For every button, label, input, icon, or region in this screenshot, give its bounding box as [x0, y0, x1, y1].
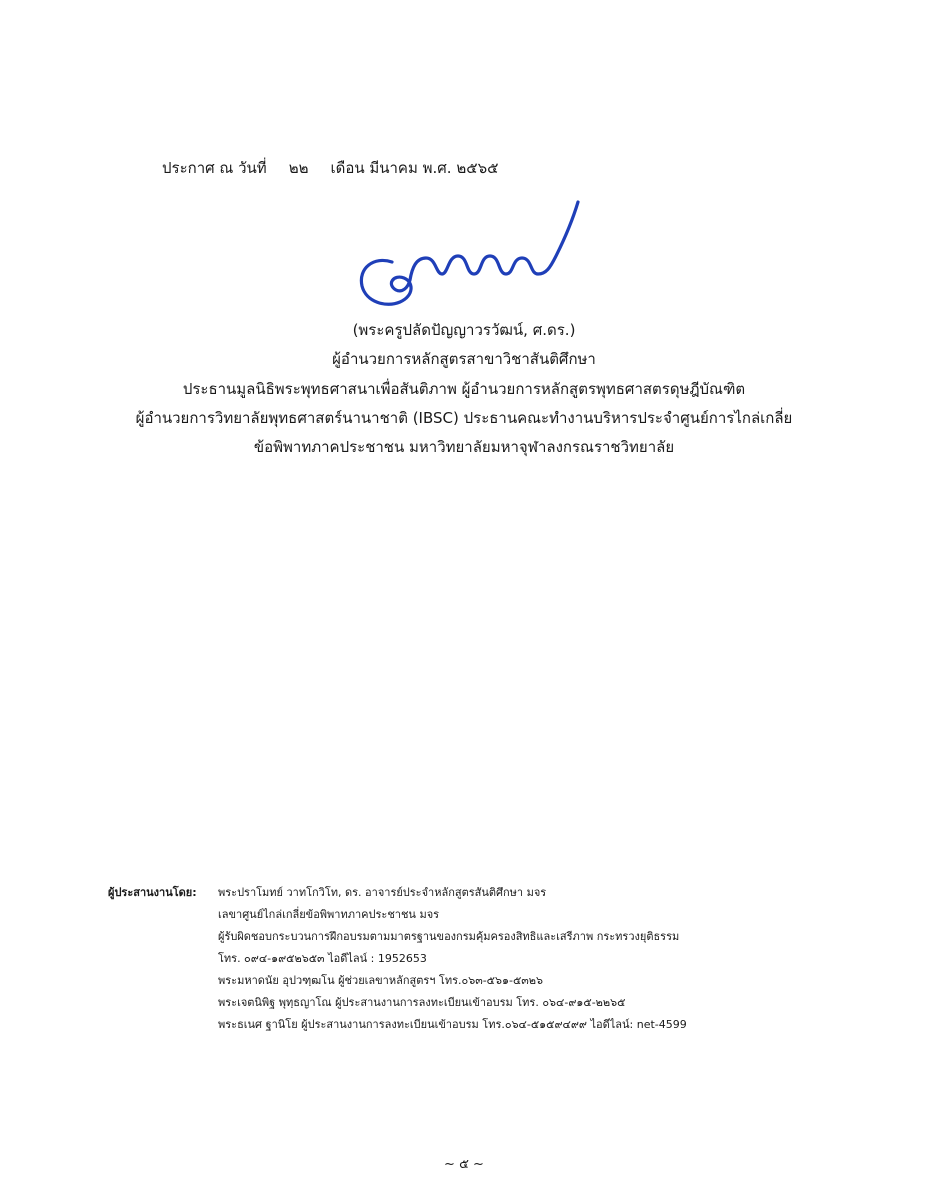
announcement-month-year: เดือน มีนาคม พ.ศ. ๒๕๖๕: [330, 159, 499, 177]
coordinators-label: ผู้ประสานงานโดย:: [108, 886, 197, 899]
coordinator-line: ผู้รับผิดชอบกระบวนการฝึกอบรมตามมาตรฐานของกรมคุ้มครองสิทธิและเสรีภาพ กระทรวงยุติธรรม: [218, 930, 680, 943]
announcement-prefix: ประกาศ ณ วันที่: [162, 159, 267, 177]
signer-title-3: ผู้อำนวยการวิทยาลัยพุทธศาสตร์นานาชาติ (IBSC) ประธานคณะทำงานบริหารประจำศูนย์การไกล่เกลี่ย: [135, 409, 793, 427]
announcement-day: ๒๒: [288, 159, 309, 177]
announcement-date: [162, 156, 498, 180]
coordinator-line: โทร. ๐๙๔-๑๙๕๒๖๕๓ ไอดีไลน์ : 1952653: [218, 952, 427, 965]
coordinator-line: พระธเนศ ฐานิโย ผู้ประสานงานการลงทะเบียนเข้าอบรม โทร.๐๖๔-๕๑๕๙๔๙๙ ไอดีไลน์: net-4599: [218, 1018, 687, 1031]
signer-title-1: ผู้อำนวยการหลักสูตรสาขาวิชาสันติศึกษา: [332, 350, 596, 368]
coordinator-line: พระเจตนิพิฐ พุทฺธญาโณ ผู้ประสานงานการลงทะเบียนเข้าอบรม โทร. ๐๖๔-๙๑๕-๒๒๖๕: [218, 996, 626, 1009]
signer-title-2: ประธานมูลนิธิพระพุทธศาสนาเพื่อสันติภาพ ผู้อำนวยการหลักสูตรพุทธศาสตรดุษฎีบัณฑิต: [182, 380, 746, 398]
coordinator-line: พระมหาดนัย อุปวฑฺฒโน ผู้ช่วยเลขาหลักสูตรฯ โทร.๐๖๓-๕๖๑-๕๓๒๖: [218, 974, 544, 987]
page-number: ~ ๕ ~: [444, 1157, 484, 1172]
signer-name: (พระครูปลัดปัญญาวรวัฒน์, ศ.ดร.): [352, 321, 576, 339]
coordinator-line: เลขาศูนย์ไกล่เกลี่ยข้อพิพาทภาคประชาชน มจร: [218, 908, 440, 921]
signer-title-4: ข้อพิพาทภาคประชาชน มหาวิทยาลัยมหาจุฬาลงกรณราชวิทยาลัย: [253, 438, 675, 456]
coordinator-line: พระปราโมทย์ วาทโกวิโท, ดร. อาจารย์ประจำหลักสูตรสันติศึกษา มจร: [218, 886, 547, 899]
handwritten-signature: [352, 198, 588, 316]
signature-stroke: [361, 202, 578, 304]
coordinators-list: [218, 882, 778, 1036]
